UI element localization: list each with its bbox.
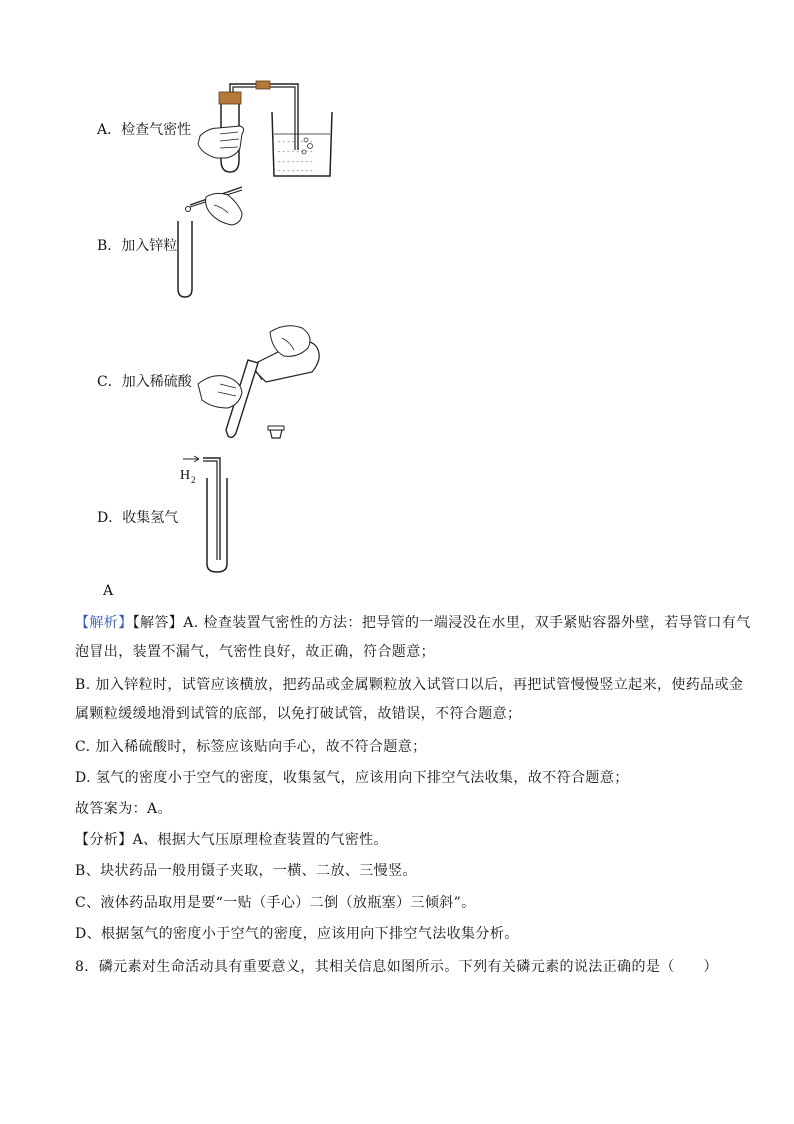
option-a-label: A．检查气密性 — [97, 122, 192, 138]
option-c-label: C．加入稀硫酸 — [97, 374, 192, 390]
analysis-line-d: D. 氢气的密度小于空气的密度，收集氢气，应该用向下排空气法收集，故不符合题意； — [75, 770, 629, 786]
analysis-line-a — [75, 609, 755, 667]
question-8: 8．磷元素对生命活动具有重要意义，其相关信息如图所示。下列有关磷元素的说法正确的是（ ） — [75, 959, 718, 975]
analysis-line-c: C. 加入稀硫酸时，标签应该贴向手心，故不符合题意； — [75, 739, 427, 755]
option-b-label: B．加入锌粒 — [97, 238, 178, 254]
fenxi-line-d: D、根据氢气的密度小于空气的密度，应该用向下排空气法收集分析。 — [75, 926, 519, 942]
fenxi-a-text: A、根据大气压原理检查装置的气密性。 — [132, 832, 388, 848]
airtightness-check-figure — [190, 78, 340, 180]
analysis-conclusion: 故答案为：A。 — [75, 801, 172, 817]
add-zinc-figure — [172, 185, 262, 300]
svg-text:- - - - - - - -: - - - - - - - - — [278, 138, 313, 146]
h2-label: H — [180, 468, 191, 483]
analysis-line-b: B. 加入锌粒时，试管应该横放，把药品或金属颗粒放入试管口以后，再把试管慢慢竖立起来，使药品或金属颗粒缓缓地滑到试管的底部，以免打破试管，故错误，不符合题意； — [75, 677, 744, 722]
analysis-tag: 【解析】 — [75, 615, 133, 631]
answer-tag: 【解答】 — [132, 615, 184, 631]
fenxi-tag: 【分析】 — [75, 832, 133, 848]
fenxi-line-c: C、液体药品取用是要“一贴（手心）二倒（放瓶塞）三倾斜”。 — [75, 895, 476, 911]
add-sulfuric-acid-figure — [190, 322, 330, 444]
svg-text:- - - - - - - -: - - - - - - - - — [278, 167, 313, 175]
svg-text:- - - - - - - -: - - - - - - - - — [278, 158, 313, 166]
analysis-a-text: A. 检查装置气密性的方法：把导管的一端浸没在水里，双手紧贴容器外壁，若导管口有气泡冒出，装置不漏气，气密性良好，故正确，符合题意； — [75, 615, 751, 660]
answer-text: A — [103, 583, 114, 599]
svg-text:- - - - - - - -: - - - - - - - - — [278, 148, 313, 156]
fenxi-line-a — [75, 826, 755, 855]
h2-subscript: 2 — [191, 475, 196, 485]
option-d-label: D．收集氢气 — [97, 510, 179, 526]
fenxi-line-b: B、块状药品一般用镊子夹取，一横、二放、三慢竖。 — [75, 863, 417, 879]
collect-hydrogen-figure — [175, 452, 245, 576]
